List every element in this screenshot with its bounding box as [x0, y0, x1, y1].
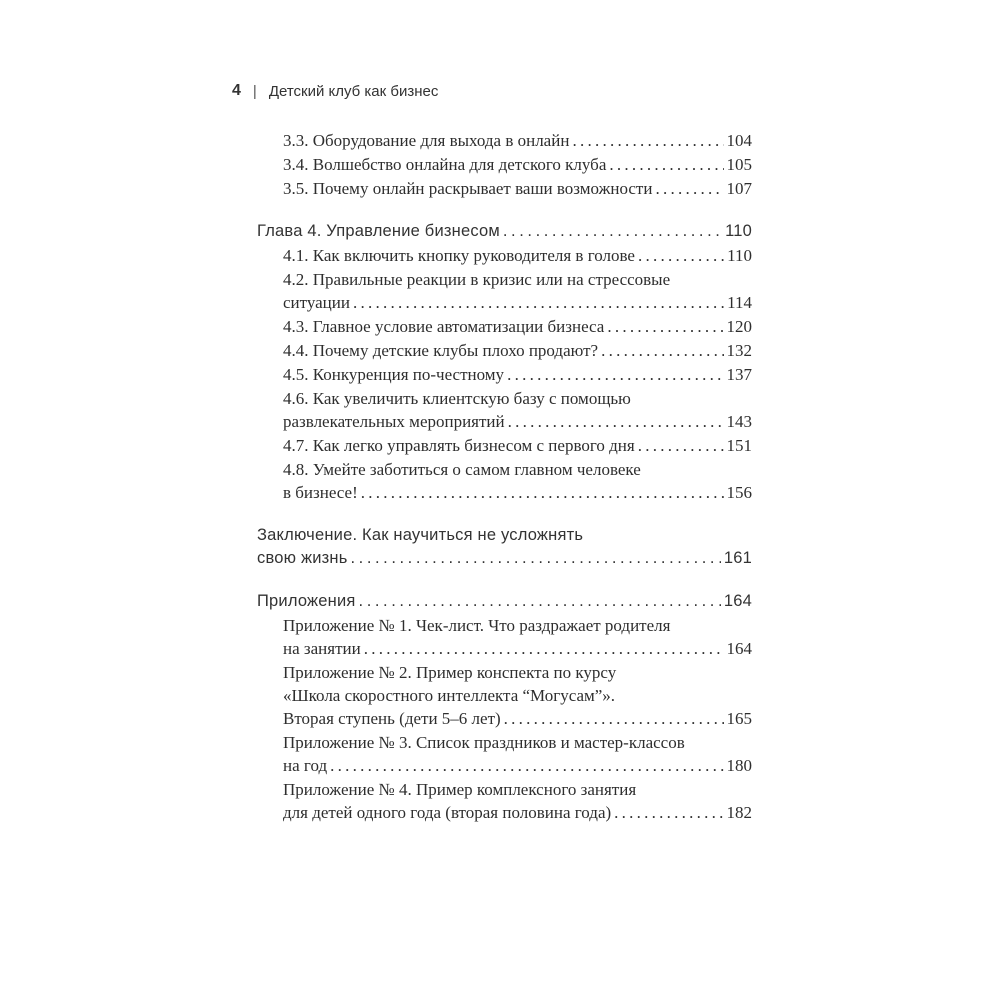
entry-last-line	[283, 291, 752, 314]
toc-section-entry[interactable]	[257, 661, 752, 730]
entry-last-line	[257, 547, 752, 570]
toc-section-entry[interactable]	[257, 458, 752, 504]
running-header	[232, 82, 438, 100]
entry-title: 3.4. Волшебство онлайна для детского клуба	[283, 155, 607, 174]
toc-chapter-entry[interactable]	[257, 590, 752, 613]
entry-last-line	[257, 590, 752, 613]
toc-chapter-entry[interactable]	[257, 220, 752, 243]
entry-title-line: Заключение. Как научиться не усложнять	[257, 526, 584, 544]
entry-title-line: 4.2. Правильные реакции в кризис или на стрессовые	[283, 270, 671, 289]
entry-title-line: «Школа скоростного интеллекта “Могусам”».	[283, 686, 616, 705]
dot-leader	[351, 547, 721, 570]
entry-page-number: 120	[726, 317, 752, 336]
section-gap	[257, 571, 752, 590]
page-number: 4	[232, 82, 241, 99]
dot-leader	[508, 410, 724, 433]
toc-section-entry[interactable]	[257, 363, 752, 386]
dot-leader	[609, 153, 723, 176]
entry-title-line: 4.6. Как увеличить клиентскую базу с помощью	[283, 389, 631, 408]
entry-page-number: 105	[726, 155, 752, 174]
dot-leader	[503, 220, 722, 243]
entry-title-line: 4.8. Умейте заботиться о самом главном человеке	[283, 460, 641, 479]
toc-section-entry[interactable]	[257, 434, 752, 457]
dot-leader	[601, 339, 723, 362]
entry-page-number: 143	[726, 412, 752, 431]
dot-leader	[614, 801, 723, 824]
toc-section-entry[interactable]	[257, 778, 752, 824]
entry-page-number: 110	[725, 222, 752, 240]
entry-last-line	[257, 220, 752, 243]
entry-title: Вторая ступень (дети 5–6 лет)	[283, 709, 501, 728]
section-gap	[257, 505, 752, 524]
entry-last-line	[283, 153, 752, 176]
entry-title: 4.3. Главное условие автоматизации бизнеса	[283, 317, 605, 336]
entry-title-line: Приложение № 2. Пример конспекта по курсу	[283, 663, 617, 682]
toc-section-entry[interactable]	[257, 268, 752, 314]
entry-last-line	[283, 637, 752, 660]
toc-section-entry[interactable]	[257, 129, 752, 152]
entry-title: Приложения	[257, 592, 356, 610]
section-gap	[257, 201, 752, 220]
toc-section-entry[interactable]	[257, 177, 752, 200]
entry-last-line	[283, 801, 752, 824]
toc-section-entry[interactable]	[257, 387, 752, 433]
entry-title: свою жизнь	[257, 549, 348, 567]
entry-page-number: 164	[723, 592, 752, 610]
entry-page-number: 151	[726, 436, 752, 455]
toc-section-entry[interactable]	[257, 244, 752, 267]
entry-page-number: 132	[726, 341, 752, 360]
toc-section-entry[interactable]	[257, 614, 752, 660]
entry-last-line	[283, 707, 752, 730]
dot-leader	[607, 315, 723, 338]
entry-page-number: 164	[726, 639, 752, 658]
entry-last-line	[283, 410, 752, 433]
entry-page-number: 107	[726, 179, 752, 198]
entry-title: ситуации	[283, 293, 350, 312]
entry-last-line	[283, 363, 752, 386]
entry-title: Глава 4. Управление бизнесом	[257, 222, 500, 240]
entry-title: 3.3. Оборудование для выхода в онлайн	[283, 131, 570, 150]
entry-last-line	[283, 339, 752, 362]
dot-leader	[364, 637, 724, 660]
entry-title: на год	[283, 756, 328, 775]
entry-title-line: Приложение № 3. Список праздников и мастер-классов	[283, 733, 685, 752]
entry-title: для детей одного года (вторая половина года)	[283, 803, 612, 822]
entry-page-number: 165	[726, 709, 752, 728]
entry-last-line	[283, 129, 752, 152]
entry-title: на занятии	[283, 639, 361, 658]
dot-leader	[330, 754, 723, 777]
entry-page-number: 137	[726, 365, 752, 384]
entry-last-line	[283, 244, 752, 267]
toc-section-entry[interactable]	[257, 339, 752, 362]
entry-title: 4.5. Конкуренция по-честному	[283, 365, 505, 384]
entry-title-line: Приложение № 1. Чек-лист. Что раздражает родителя	[283, 616, 671, 635]
entry-page-number: 161	[723, 549, 752, 567]
dot-leader	[572, 129, 723, 152]
entry-last-line	[283, 315, 752, 338]
dot-leader	[655, 177, 723, 200]
entry-title: 3.5. Почему онлайн раскрывает ваши возможности	[283, 179, 653, 198]
header-divider: |	[252, 82, 257, 100]
toc-section-entry[interactable]	[257, 153, 752, 176]
entry-page-number: 156	[726, 483, 752, 502]
dot-leader	[638, 244, 724, 267]
toc-chapter-entry[interactable]	[257, 524, 752, 570]
entry-title: 4.4. Почему детские клубы плохо продают?	[283, 341, 599, 360]
entry-last-line	[283, 481, 752, 504]
dot-leader	[638, 434, 724, 457]
dot-leader	[504, 707, 724, 730]
entry-title: 4.1. Как включить кнопку руководителя в голове	[283, 246, 635, 265]
entry-last-line	[283, 754, 752, 777]
entry-title: 4.7. Как легко управлять бизнесом с первого дня	[283, 436, 635, 455]
dot-leader	[507, 363, 723, 386]
toc-section-entry[interactable]	[257, 731, 752, 777]
dot-leader	[361, 481, 724, 504]
book-title: Детский клуб как бизнес	[268, 82, 439, 100]
dot-leader	[359, 590, 721, 613]
entry-page-number: 104	[726, 131, 752, 150]
entry-page-number: 110	[727, 246, 752, 265]
toc-section-entry[interactable]	[257, 315, 752, 338]
entry-page-number: 114	[727, 293, 752, 312]
entry-title-line: Приложение № 4. Пример комплексного занятия	[283, 780, 637, 799]
entry-last-line	[283, 434, 752, 457]
entry-page-number: 182	[726, 803, 752, 822]
entry-title: развлекательных мероприятий	[283, 412, 505, 431]
entry-title: в бизнесе!	[283, 483, 358, 502]
dot-leader	[353, 291, 724, 314]
entry-last-line	[283, 177, 752, 200]
table-of-contents	[257, 129, 752, 825]
entry-page-number: 180	[726, 756, 752, 775]
